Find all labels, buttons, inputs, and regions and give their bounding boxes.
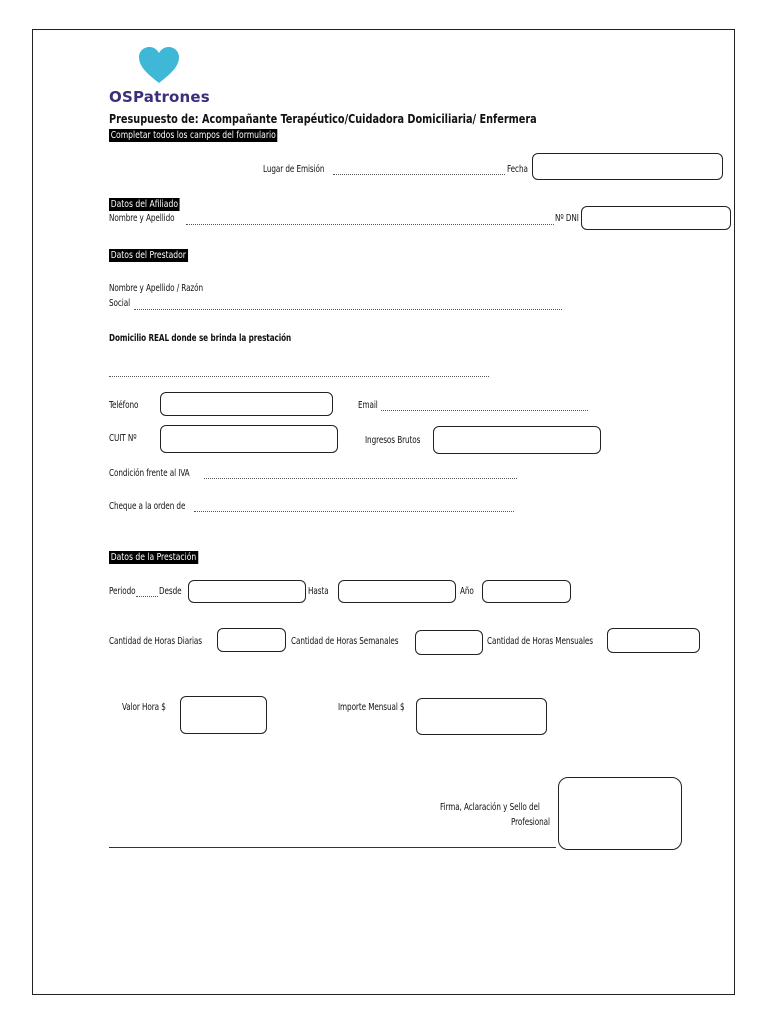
importe-mensual-label: Importe Mensual $ [338,702,405,713]
domicilio-label: Domicilio REAL donde se brinda la prestación [109,333,292,344]
firma-sello-box[interactable] [558,777,682,850]
section-prestacion-title: Datos de la Prestación [110,552,197,563]
form-instruction: Completar todos los campos del formulario [110,130,276,141]
desde-label: Desde [159,586,182,597]
lugar-emision-field[interactable] [333,174,505,175]
cheque-label: Cheque a la orden de [109,501,186,512]
importe-mensual-input[interactable] [416,698,547,735]
hasta-input[interactable] [338,580,456,603]
horas-diarias-label: Cantidad de Horas Diarias [109,636,202,647]
email-label: Email [358,400,378,411]
valor-hora-input[interactable] [180,696,267,734]
horas-semanales-label: Cantidad de Horas Semanales [291,636,399,647]
afiliado-nombre-label: Nombre y Apellido [109,213,175,224]
anio-input[interactable] [482,580,571,603]
cuit-label: CUIT Nº [109,433,137,444]
cuit-input[interactable] [160,425,338,453]
periodo-label: Periodo [109,586,136,597]
fecha-input[interactable] [532,153,723,180]
telefono-input[interactable] [160,392,333,416]
horas-semanales-input[interactable] [415,630,483,655]
prestador-nombre-label-2: Social [109,298,131,309]
valor-hora-label: Valor Hora $ [122,702,166,713]
form-title: Presupuesto de: Acompañante Terapéutico/Cuidadora Domiciliaria/ Enfermera [109,112,537,126]
horas-diarias-input[interactable] [217,628,286,652]
cheque-field[interactable] [194,511,514,512]
afiliado-nombre-field[interactable] [186,224,554,225]
hasta-label: Hasta [308,586,329,597]
fecha-label: Fecha [507,164,528,175]
domicilio-field[interactable] [109,376,489,377]
ingresos-brutos-label: Ingresos Brutos [365,435,421,446]
lugar-emision-label: Lugar de Emisión [263,164,325,175]
prestador-nombre-label: Nombre y Apellido / Razón [109,283,204,294]
heart-logo-icon [138,46,180,84]
section-prestador-title: Datos del Prestador [110,250,186,261]
telefono-label: Teléfono [109,400,139,411]
section-afiliado-title: Datos del Afiliado [110,199,178,210]
ingresos-brutos-input[interactable] [433,426,601,454]
prestador-nombre-field[interactable] [134,309,562,310]
horas-mensuales-input[interactable] [607,628,700,653]
firma-line [109,847,556,848]
email-field[interactable] [381,410,588,411]
iva-label: Condición frente al IVA [109,468,190,479]
horas-mensuales-label: Cantidad de Horas Mensuales [487,636,593,647]
periodo-dots [136,596,158,597]
afiliado-dni-input[interactable] [581,206,731,230]
brand-logo-text: OSPatrones [109,88,210,106]
anio-label: Año [460,586,474,597]
desde-input[interactable] [188,580,306,603]
afiliado-dni-label: Nº DNI [555,213,579,224]
iva-field[interactable] [204,478,517,479]
firma-label: Firma, Aclaración y Sello del [440,802,540,813]
firma-label-2: Profesional [511,817,550,828]
